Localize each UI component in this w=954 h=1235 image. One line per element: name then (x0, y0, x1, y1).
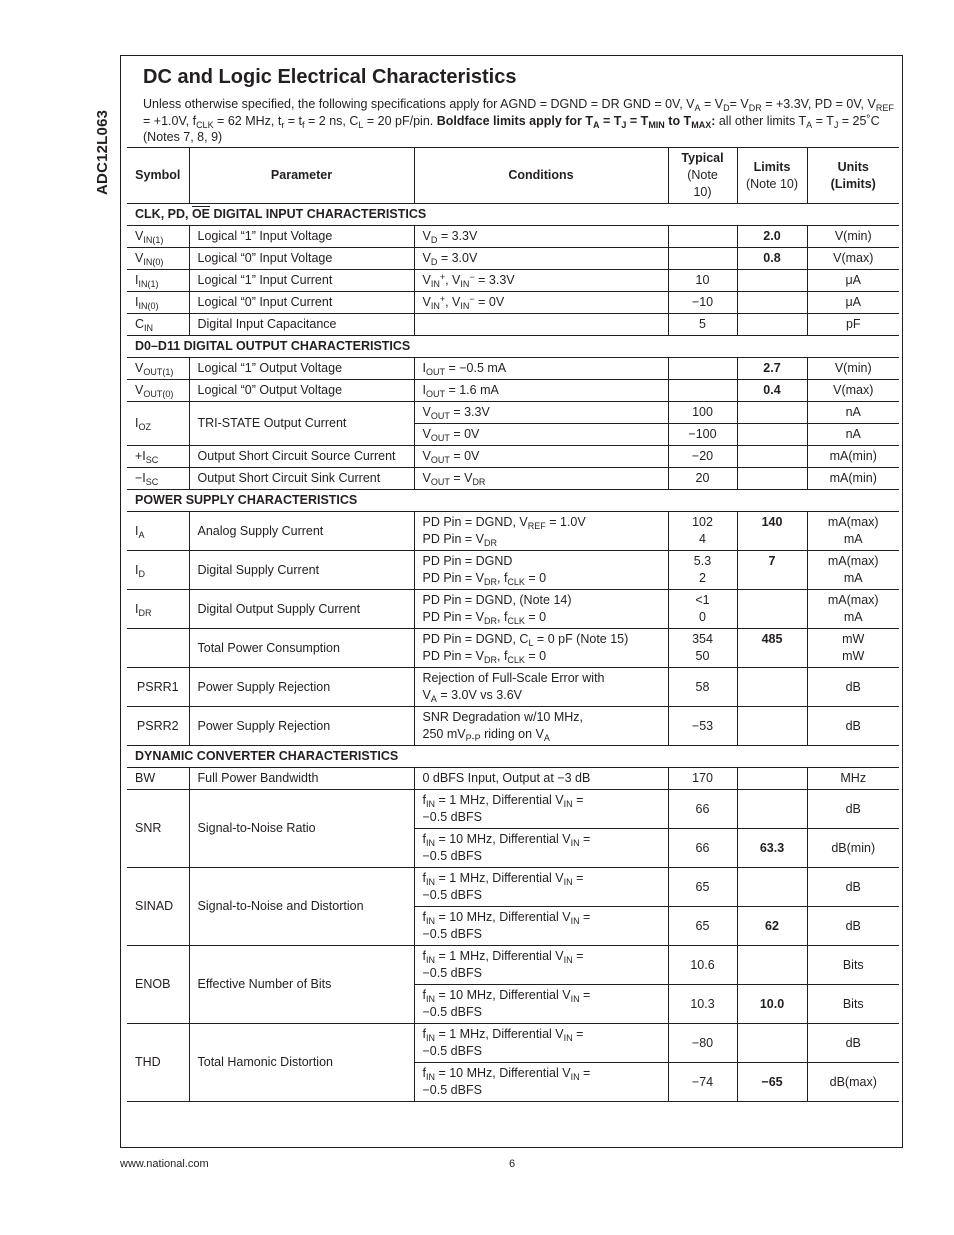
table-row: $+I_{SC}$ Output Short Circuit Source Current $V_{OUT} = 0V$ −20 mA(min) (127, 446, 899, 468)
page-number: 6 (509, 1158, 516, 1170)
table-header-row (127, 148, 899, 204)
section-header: D0–D11 DIGITAL OUTPUT CHARACTERISTICS (127, 336, 899, 358)
table-row: PSRR2 Power Supply Rejection SNR Degradation w/10 MHz, 250 $mV_{P-P}$ riding on $V_A$ −53 dB (127, 707, 899, 746)
table-row: $V_{OUT} = 0V$ −100 nA (127, 424, 899, 446)
table-row: $I_A$ Analog Supply Current PD Pin = DGND, $V_{REF} = 1.0V$ PD Pin = $V_{DR}$ 102 4 140 mA(max) mA (127, 512, 899, 551)
col-conditions-header: Conditions (414, 148, 668, 204)
section-header: CLK, PD, $\overline{OE}$ DIGITAL INPUT CHARACTERISTICS (127, 204, 899, 226)
section-header: POWER SUPPLY CHARACTERISTICS (127, 490, 899, 512)
table-row: $V_{OUT(1)}$ Logical “1” Output Voltage $I_{OUT} = -0.5$ mA 2.7 V(min) (127, 358, 899, 380)
table-row: $I_{IN(1)}$ Logical “1” Input Current $V_{IN}^+$, $V_{IN}^- = 3.3V$ 10 μA (127, 270, 899, 292)
table-row: $f_{IN} = 10$ MHz, Differential $V_{IN}$ = −0.5 dBFS 10.3 10.0 Bits (127, 985, 899, 1024)
col-limits-header: Limits (Note 10) (737, 148, 807, 204)
footer-url[interactable]: www.national.com (120, 1158, 209, 1170)
table-row: ENOB Effective Number of Bits $f_{IN} = 1$ MHz, Differential $V_{IN}$ = −0.5 dBFS 10.6 Bits (127, 946, 899, 985)
col-typical-header: Typical (Note 10) (668, 148, 737, 204)
table-row: $I_{DR}$ Digital Output Supply Current PD Pin = DGND, (Note 14) PD Pin = $V_{DR}$, $f_{CLK} = 0$ <1 0 mA(max) mA (127, 590, 899, 629)
table-row: SINAD Signal-to-Noise and Distortion $f_{IN} = 1$ MHz, Differential $V_{IN}$ = −0.5 dBFS 65 dB (127, 868, 899, 907)
characteristics-table (127, 147, 899, 1102)
table-row: $C_{IN}$ Digital Input Capacitance 5 pF (127, 314, 899, 336)
table-row: $f_{IN} = 10$ MHz, Differential $V_{IN}$ = −0.5 dBFS 66 63.3 dB(min) (127, 829, 899, 868)
table-row: Total Power Consumption PD Pin = DGND, $C_L = 0$ pF (Note 15) PD Pin = $V_{DR}$, $f_{CLK} = 0$ 354 50 485 mW mW (127, 629, 899, 668)
table-row: $V_{IN(1)}$ Logical “1” Input Voltage $V_D = 3.3V$ 2.0 V(min) (127, 226, 899, 248)
side-part-number: ADC12L063 (94, 109, 111, 195)
table-row: $-I_{SC}$ Output Short Circuit Sink Current $V_{OUT} = V_{DR}$ 20 mA(min) (127, 468, 899, 490)
table-row: $V_{OUT(0)}$ Logical “0” Output Voltage $I_{OUT} = 1.6$ mA 0.4 V(max) (127, 380, 899, 402)
col-units-header: Units (Limits) (807, 148, 899, 204)
table-row: $f_{IN} = 10$ MHz, Differential $V_{IN}$ = −0.5 dBFS −74 −65 dB(max) (127, 1063, 899, 1102)
table-row: PSRR1 Power Supply Rejection Rejection of Full-Scale Error with $V_A = 3.0V$ vs 3.6V 58 dB (127, 668, 899, 707)
table-row: $I_D$ Digital Supply Current PD Pin = DGND PD Pin = $V_{DR}$, $f_{CLK} = 0$ 5.3 2 7 mA(max) mA (127, 551, 899, 590)
table-row: $I_{OZ}$ TRI-STATE Output Current $V_{OUT} = 3.3V$ 100 nA (127, 402, 899, 424)
table-row: $I_{IN(0)}$ Logical “0” Input Current $V_{IN}^+$, $V_{IN}^- = 0V$ −10 μA (127, 292, 899, 314)
table-row: $f_{IN} = 10$ MHz, Differential $V_{IN}$ = −0.5 dBFS 65 62 dB (127, 907, 899, 946)
table-row: THD Total Hamonic Distortion $f_{IN} = 1$ MHz, Differential $V_{IN}$ = −0.5 dBFS −80 dB (127, 1024, 899, 1063)
col-symbol-header: Symbol (127, 148, 189, 204)
col-parameter-header: Parameter (189, 148, 414, 204)
section-header: DYNAMIC CONVERTER CHARACTERISTICS (127, 746, 899, 768)
table-row: SNR Signal-to-Noise Ratio $f_{IN} = 1$ MHz, Differential $V_{IN}$ = −0.5 dBFS 66 dB (127, 790, 899, 829)
intro-paragraph: Unless otherwise specified, the following specifications apply for AGND = DGND = DR GND = 0V, $V_A = V_D= V_{DR} = +3.3V$, PD = 0V, $V_{REF} = +1.0V$, $f_{CLK} = 62$ MHz, $t_r = t_f = 2$ ns, $C_L = 20$ pF/pin. Boldface limits apply for $T_A = T_J = T_{MIN}$ to $T_{MAX}$: all other limits $T_A = T_J$ = 25˚C (Notes 7, 8, 9) (143, 97, 894, 144)
page-title: DC and Logic Electrical Characteristics (143, 66, 517, 88)
table-row: BW Full Power Bandwidth 0 dBFS Input, Output at −3 dB 170 MHz (127, 768, 899, 790)
table-row: $V_{IN(0)}$ Logical “0” Input Voltage $V_D = 3.0V$ 0.8 V(max) (127, 248, 899, 270)
